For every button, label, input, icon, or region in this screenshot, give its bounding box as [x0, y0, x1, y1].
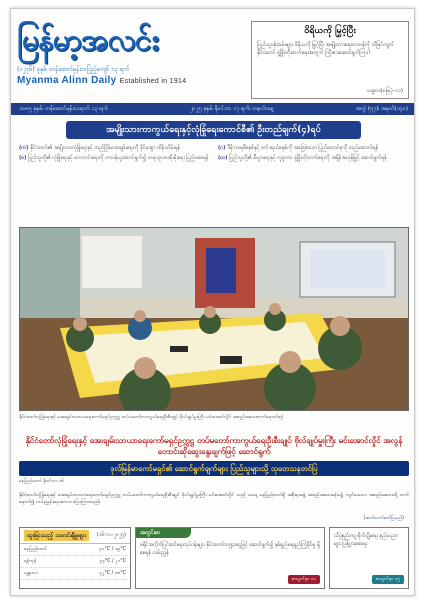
weather-value: ၃၁°C / ၁၉°C	[99, 547, 126, 552]
objective-text: နိုင်ငံတော်၏ အမျိုးသားလုံခြုံရေးနှင့် တည်ငြိမ်အေးချမ်းရေးကို ခိုင်မာစွာ ထိန်းသိမ်းရန်	[30, 145, 181, 151]
vision-footer: သမ္မတ(မြေပုံ-၁၁)	[366, 88, 403, 94]
inside-header: အတွင်းစာ	[136, 528, 191, 538]
date-bar	[11, 103, 415, 115]
weather-row	[20, 556, 130, 568]
date-right: အတွဲ (၅၇)၊ အမှတ်(၁၄၀)	[355, 106, 408, 112]
main-headline: အမျိုးသားကာကွယ်ရေးနှင့်လုံခြုံရေးကောင်စီ၏ ဦးတည်ချက်(၄)ရပ်	[66, 121, 361, 139]
date-center: ၂၀၂၅ ခုနှစ်၊ နိုဝင်ဘာ ၁၇ ရက်၊ တနင်္လာနေ့	[189, 106, 274, 112]
weather-box	[19, 527, 131, 589]
vision-text: ပြည်သူ့ဝန်ထမ်းများ ဝိရိယကို မြှင့်ပြီး အမျိုးသားရေးတာဝန်ကို သိမြင်လျက် နိုင်ငံတော် ဖွံ့ဖြိုးတိုးတက်ရေးအတွက် ကြိုးစားဆောင်ရွက်ကြပါ	[257, 42, 394, 56]
objective-number: (ခ)	[19, 154, 27, 161]
objective-text: ပြည်သူတို့၏ လုံခြုံရေးနှင့် ဘေးကင်းရေးကို တာဝန်ယူဆောင်ရွက်၍ တရားဥပဒေစိုးမိုးရေး ပြည့်ဝစေရန်	[27, 154, 209, 161]
meeting-photo	[19, 227, 409, 411]
newspaper-front-page	[10, 8, 415, 596]
objective-item	[19, 145, 210, 153]
objective-number: (က)	[19, 145, 29, 151]
weather-place: မန္တလေး	[24, 571, 38, 576]
objective-item	[218, 155, 409, 163]
weather-row	[20, 544, 130, 556]
continued-note: (ဆက်လက်ဖော်ပြမည်)	[363, 516, 404, 521]
objective-text: ဒီမိုကရေစီစနစ်နှင့် ဖက်ဒရယ်စနစ်ကို အခြေခံသော ပြည်ထောင်စုကို တည်ဆောက်ရန်	[227, 145, 379, 151]
inside-page-tag[interactable]: စာမျက်နှာ ၁၁	[288, 575, 320, 584]
objective-number: (ဂ)	[218, 145, 226, 151]
article-columns	[19, 145, 409, 223]
objective-text: ပြည်သူတို့၏ စီးပွားရေးနှင့် လူမှုဘဝ ဖွံ့ဖြိုးတိုးတက်ရေးကို အရှိန်အဟုန်မြှင့် ဆောင်ရွက်ရန်	[229, 154, 387, 161]
meeting-photo-illustration	[20, 228, 409, 411]
byline: နေပြည်တော် နိုဝင်ဘာ ၁၆	[19, 479, 65, 484]
inside-box-right[interactable]	[329, 527, 409, 589]
newspaper-title: မြန်မာ့အလင်း	[17, 23, 159, 58]
inside-box[interactable]	[135, 527, 325, 589]
established-line-mm: (၁၂၇၆) ခုနှစ်၊ တန်ဆောင်မုန်းလပြည့်ကျော် ၁၃ ရက်	[17, 66, 130, 73]
objective-item	[19, 155, 210, 163]
weather-value: ၃၃°C / ၂၁°C	[99, 559, 126, 564]
weather-title: ထူးခြားသည့် သတင်းရှိမှုများ	[24, 530, 89, 541]
objective-number: (ဃ)	[218, 154, 228, 161]
article-column-right	[218, 145, 409, 223]
english-title	[17, 75, 247, 86]
weather-place: ရန်ကုန်	[24, 559, 37, 564]
inside-right-text: သိပ္ပံနည်းကျ စိုက်ပျိုးရေး နည်းပညာများ ပြန့်ပွားစေရေး	[334, 533, 398, 547]
weather-value: ၃၂°C / ၁၈°C	[99, 571, 126, 576]
established-en: Established in 1914	[119, 78, 187, 85]
weather-header	[20, 528, 130, 544]
inside-text: ခရိုင်အလိုက်ပြင်ဆင်ရေးလုပ်ငန်းများ နိုင်ငံတော်ဘဏ္ဍာငွေဖြင့် ဆောင်ရွက်၍ နှစ်ရှည်ရေရှည်ကြံ့ခိုင်မှု ရှိစေရန် လမ်းညွှန်	[140, 542, 320, 556]
article-body: နိုင်ငံတော်လုံခြုံရေးနှင့် အေးချမ်းသာယာရေးကော်မရှင်ဥက္ကဋ္ဌ တပ်မတော်ကာကွယ်ရေးဦးစီးချုပ် ဗိုလ်ချုပ်မှူးကြီး မင်းအောင်လှိုင် သည် ယနေ့ နေပြည်တော်ရှိ အစိုးရအဖွဲ့ အစည်းအဝေးခန်းမ၌ ကျင်းပသော အစည်းအဝေးသို့ တက်ရောက်၍ လမ်းညွှန်အမှာစကား ပြောကြားသည်။	[19, 493, 409, 505]
weather-row	[20, 568, 130, 580]
masthead	[17, 19, 247, 99]
weather-date: (၁၆-၁၁-၂၀၂၅)	[96, 532, 126, 538]
article-column-left	[19, 145, 210, 223]
sub-headline-banner: ဒုလ်မြန်မာကော်မရှင်၏ ဆောင်ရွက်ချက်များ ပြည်သူများသို့ သုတေသနတင်ပြ	[19, 461, 409, 476]
weather-place: နေပြည်တော်	[24, 547, 47, 552]
english-title-text: Myanma Alinn Daily	[17, 75, 117, 86]
inside-right-page-tag[interactable]: စာမျက်နှာ ၁၅	[372, 575, 404, 584]
vision-title: ဝိရိယကို မြှင့်ပြီး	[304, 26, 356, 36]
date-left: ၁၀၈၅ ခုနှစ်၊ တန်ဆောင်မုန်းလဆုတ် ၁၃ ရက်	[19, 106, 108, 112]
sub-headline-red: နိုင်ငံတော်လုံခြုံရေးနှင့် အေးချမ်းသာယာရေးကော်မရှင်ဥက္ကဋ္ဌ တပ်မတော်ကာကွယ်ရေးဦးစီးချုပ် ဗိုလ်ချုပ်မှူးကြီး မင်းအောင်လှိုင် အလွန်တောင်းဆိုဆွေးနွေးချက်ဖြင့် ဆောင်ရွက်	[25, 436, 403, 456]
vision-box	[251, 21, 409, 99]
objective-item	[218, 145, 409, 153]
photo-caption: နိုင်ငံတော်လုံခြုံရေးနှင့် အေးချမ်းသာယာရေးကော်မရှင်ဥက္ကဋ္ဌ တပ်မတော်ကာကွယ်ရေးဦးစီးချုပ် ဗိုလ်ချုပ်မှူးကြီး မင်းအောင်လှိုင် အစည်းအဝေးတက်ရောက်စဉ်	[19, 415, 284, 420]
